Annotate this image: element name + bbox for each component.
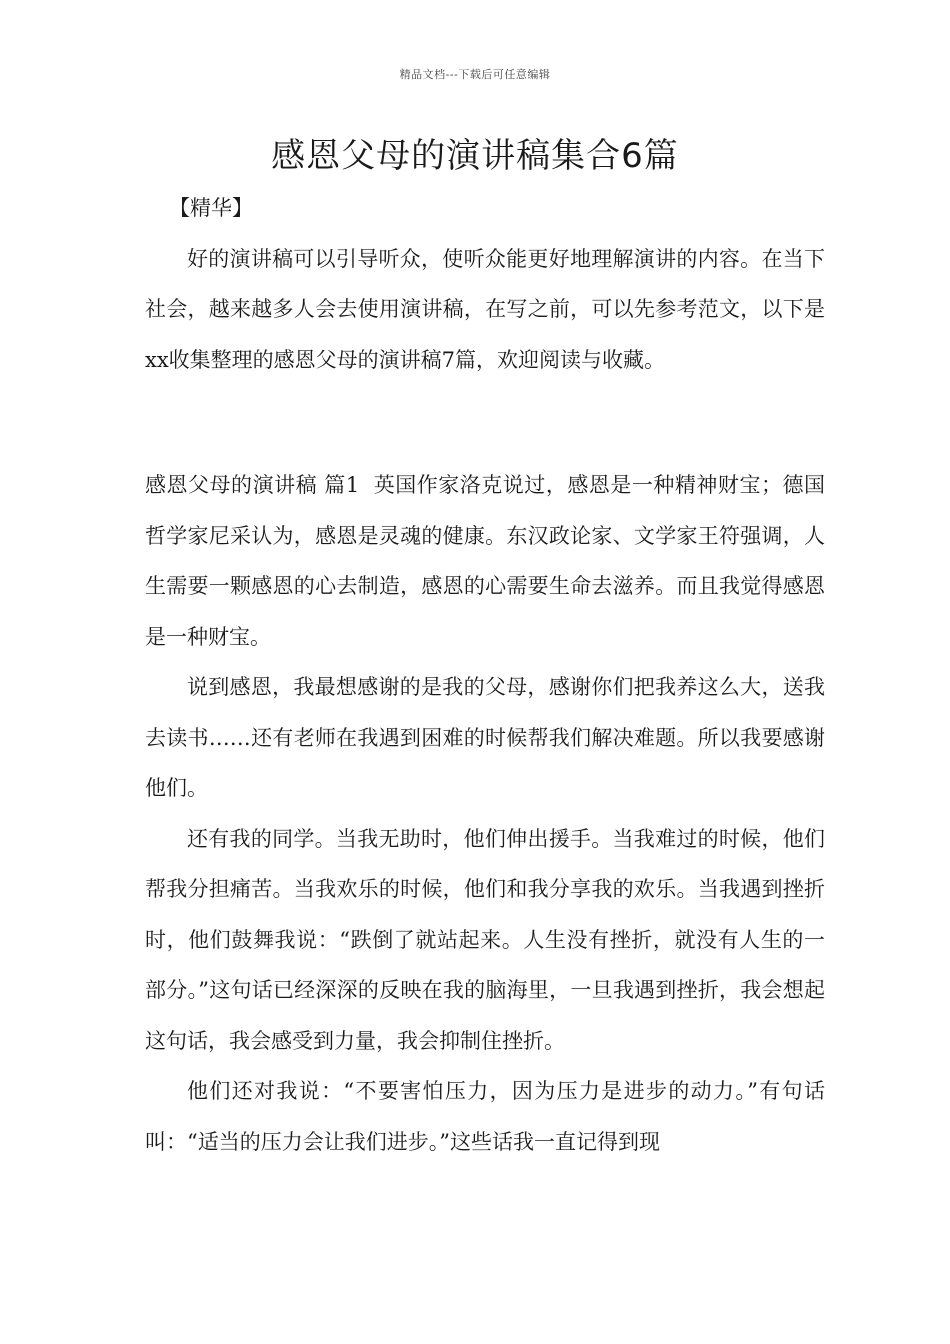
body-paragraph-1: 说到感恩，我最想感谢的是我的父母，感谢你们把我养这么大，送我去读书……还有老师在我遇到困难的时候帮我们解决难题。所以我要感谢他们。	[145, 675, 825, 800]
body-paragraph-3: 他们还对我说：“不要害怕压力，因为压力是进步的动力。”有句话叫：“适当的压力会让我们进步。”这些话我一直记得到现	[145, 1079, 825, 1154]
intro-paragraph: 好的演讲稿可以引导听众，使听众能更好地理解演讲的内容。在当下社会，越来越多人会去使用演讲稿，在写之前，可以先参考范文，以下是xx收集整理的感恩父母的演讲稿7篇，欢迎阅读与收藏。	[145, 246, 825, 372]
section-gap	[145, 385, 825, 460]
section-1-label: 感恩父母的演讲稿 篇1	[145, 473, 360, 497]
tag-label: 【精华】	[169, 196, 253, 220]
document-body	[145, 183, 825, 1167]
section-1-text: 英国作家洛克说过，感恩是一种精神财宝；德国哲学家尼采认为，感恩是灵魂的健康。东汉政论家、文学家王符强调，人生需要一颗感恩的心去制造，感恩的心需要生命去滋养。而且我觉得感恩是一种财宝。	[145, 473, 825, 649]
section-1-paragraph	[145, 460, 825, 662]
header-note: 精品文档---下载后可任意编辑	[399, 68, 551, 81]
body-paragraph-2: 还有我的同学。当我无助时，他们伸出援手。当我难过的时候，他们帮我分担痛苦。当我欢乐的时候，他们和我分享我的欢乐。当我遇到挫折时，他们鼓舞我说：“跌倒了就站起来。人生没有挫折，就没有人生的一部分。”这句话已经深深的反映在我的脑海里，一旦我遇到挫折，我会想起这句话，我会感受到力量，我会抑制住挫折。	[145, 826, 825, 1053]
document-title: 感恩父母的演讲稿集合6篇	[271, 136, 679, 176]
